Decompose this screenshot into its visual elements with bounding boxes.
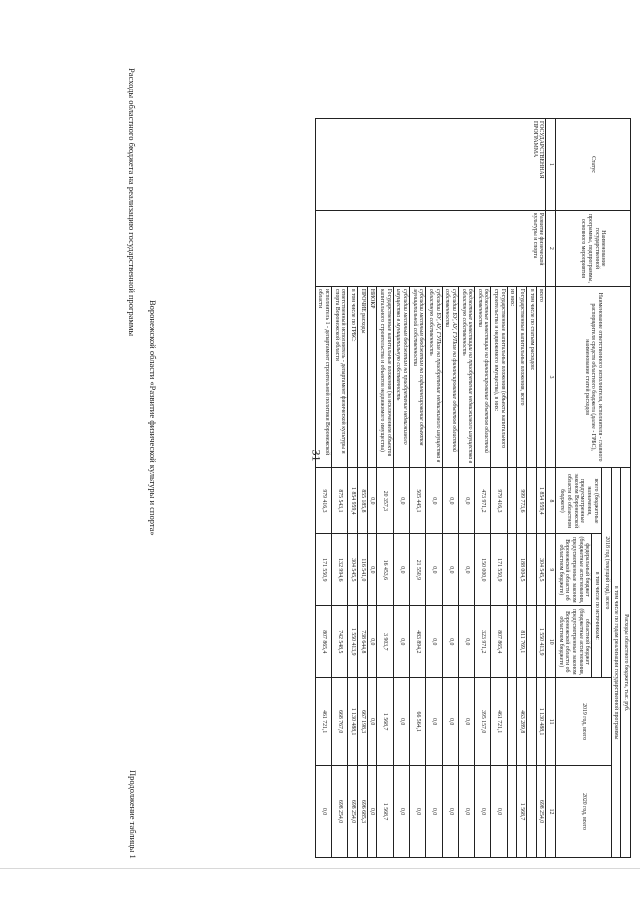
value-cell-v9: 0,0 (442, 534, 458, 606)
value-cell-v11: 0,0 (426, 678, 442, 766)
expense-label: субсидии БУ, АУ, ГУПам на финансирование объектов областной собственности (442, 286, 458, 468)
value-cell-v9: 132 994,6 (332, 534, 348, 606)
table-header (546, 119, 631, 858)
col-number: 8 (546, 468, 556, 534)
value-cell-v8 (507, 468, 517, 534)
value-cell-v9: 188 004,5 (517, 534, 527, 606)
value-cell-v12: 698 254,0 (332, 766, 348, 858)
value-cell-v8: 0,0 (393, 468, 409, 534)
value-cell-v8: 855 185,8 (358, 468, 368, 534)
value-cell-v11: 1 130 488,1 (536, 678, 546, 766)
column-numbers-row (546, 119, 556, 858)
value-cell-v11: 0,0 (442, 678, 458, 766)
header-col-regional: областной бюджет (бюджетные ассигнования, предусмотренные законом Воронежской области об областном бюджете) (556, 606, 592, 678)
expense-label: ПРОЧИЕ расходы (358, 286, 368, 468)
value-cell-v9: 0,0 (393, 534, 409, 606)
expense-label: из них: (507, 286, 517, 468)
expense-label: бюджетные инвестиции на финансирование объектов областной собственности (475, 286, 491, 468)
value-cell-v8: 0,0 (367, 468, 377, 534)
col-number: 11 (546, 678, 556, 766)
header-col-federal: федеральный бюджет (бюджетные ассигнования, предусмотренные законом Воронежской области об областном бюджете) (556, 534, 592, 606)
col-number: 10 (546, 606, 556, 678)
value-cell-v8: 0,0 (442, 468, 458, 534)
value-cell-v10: 0,0 (458, 606, 474, 678)
value-cell-v8: 1 854 959,4 (536, 468, 546, 534)
value-cell-v10: 3 903,7 (377, 606, 393, 678)
header-year-2019: 2019 год, всего (556, 678, 612, 766)
value-cell-v9 (527, 534, 537, 606)
value-cell-v10: 323 971,2 (475, 606, 491, 678)
expense-label: исполнитель 1 - департамент строительной политики Воронежской области (315, 286, 331, 468)
continuation-label: Продолжение таблицы 1 (128, 770, 138, 859)
value-cell-v12: 0,0 (458, 766, 474, 858)
value-cell-v11: 1 130 488,1 (348, 678, 358, 766)
value-cell-v8: 875 543,1 (332, 468, 348, 534)
value-cell-v12: 0,0 (409, 766, 425, 858)
col-number: 12 (546, 766, 556, 858)
value-cell-v10: 0,0 (442, 606, 458, 678)
expense-label: Государственные капитальные вложения, всего (517, 286, 527, 468)
value-cell-v8: 20 357,3 (377, 468, 393, 534)
value-cell-v12: 0,0 (367, 766, 377, 858)
value-cell-v11: 463 289,8 (517, 678, 527, 766)
header-year-2018: 2018 год (текущий год), всего (602, 468, 612, 678)
value-cell-v10: 742 548,5 (332, 606, 348, 678)
value-cell-v10: 807 865,4 (315, 606, 331, 678)
value-cell-v9: 16 453,6 (377, 534, 393, 606)
table-body (315, 119, 546, 858)
value-cell-v11: 0,0 (458, 678, 474, 766)
col-number: 2 (546, 210, 556, 286)
value-cell-v11: 668 767,0 (332, 678, 348, 766)
status-cell: ГОСУДАРСТВЕННАЯ ПРОГРАММА (315, 119, 546, 211)
value-cell-v10: 811 769,1 (517, 606, 527, 678)
value-cell-v9 (507, 534, 517, 606)
value-cell-v8: 473 971,2 (475, 468, 491, 534)
header-program-name: Наименование государственной программы, подпрограммы, основного мероприятия (556, 210, 631, 286)
value-cell-v12: 698 254,0 (536, 766, 546, 858)
value-cell-v11: 395 157,0 (475, 678, 491, 766)
scan-edge-line (0, 868, 640, 869)
value-cell-v12: 0,0 (491, 766, 507, 858)
value-cell-v10: 483 894,2 (409, 606, 425, 678)
expense-label: ответственный исполнитель - департамент физической культуры и спорта Воронежской области (332, 286, 348, 468)
expense-label: в том числе по статьям расходов: (527, 286, 537, 468)
value-cell-v12 (527, 766, 537, 858)
value-cell-v9: 0,0 (367, 534, 377, 606)
header-status: Статус (556, 119, 631, 211)
value-cell-v9: 0,0 (458, 534, 474, 606)
value-cell-v8: 999 773,6 (517, 468, 527, 534)
expense-label: субсидии местным бюджетам на приобретение недвижимого имущества в муниципальную собственность (393, 286, 409, 468)
value-cell-v10 (527, 606, 537, 678)
value-cell-v11: 0,0 (393, 678, 409, 766)
value-cell-v11: 1 568,7 (377, 678, 393, 766)
expense-label: субсидии БУ, АУ, ГУПам на приобретение недвижимого имущества в областную собственность (426, 286, 442, 468)
value-cell-v8: 0,0 (458, 468, 474, 534)
expense-label: НИОКР (367, 286, 377, 468)
value-cell-v9: 171 550,9 (315, 534, 331, 606)
value-cell-v10: 738 644,8 (358, 606, 368, 678)
value-cell-v11: 461 721,1 (491, 678, 507, 766)
value-cell-v11 (507, 678, 517, 766)
value-cell-v9: 171 550,9 (491, 534, 507, 606)
expense-label: бюджетные инвестиции на приобретение недвижимого имущества в областную собственность (458, 286, 474, 468)
value-cell-v9: 150 000,0 (475, 534, 491, 606)
value-cell-v12: 696 685,3 (358, 766, 368, 858)
header-year-2020: 2020 год, всего (556, 766, 612, 858)
value-cell-v11: 66 564,1 (409, 678, 425, 766)
header-by-sources: в том числе по источникам: (592, 534, 602, 678)
value-cell-v10: 0,0 (367, 606, 377, 678)
expense-label: всего (536, 286, 546, 468)
value-cell-v10: 807 865,4 (491, 606, 507, 678)
value-cell-v9: 304 545,5 (348, 534, 358, 606)
value-cell-v9: 116 541,0 (358, 534, 368, 606)
value-cell-v12: 0,0 (315, 766, 331, 858)
expense-label: Государственные капитальные вложения (объекты капитального строительства и недвижимого имущества), в них: (491, 286, 507, 468)
program-cell: Развитие физической культуры и спорта (315, 210, 546, 286)
col-number: 9 (546, 534, 556, 606)
value-cell-v10: 1 550 413,9 (348, 606, 358, 678)
header-executor: Наименование ответственного исполнителя, исполнителя - главного распорядителя средств областного бюджета (далее - ГРБС), наименование статей расходов (556, 286, 631, 468)
value-cell-v8: 979 416,3 (491, 468, 507, 534)
col-number: 1 (546, 119, 556, 211)
program-title: Воронежской области «Развитие физической культуры и спорта» (148, 300, 158, 536)
value-cell-v12: 0,0 (426, 766, 442, 858)
header-by-years: в том числе по годам реализации государственной программы (611, 468, 621, 858)
value-cell-v12: 1 568,7 (377, 766, 393, 858)
table-row (536, 119, 546, 858)
value-cell-v12: 0,0 (442, 766, 458, 858)
value-cell-v8: 505 445,1 (409, 468, 425, 534)
budget-table (315, 118, 631, 858)
value-cell-v10: 0,0 (426, 606, 442, 678)
value-cell-v11: 0,0 (367, 678, 377, 766)
header-expenses: Расходы областного бюджета, тыс. руб. (621, 468, 631, 858)
value-cell-v8: 1 854 959,4 (348, 468, 358, 534)
value-cell-v12: 1 568,7 (517, 766, 527, 858)
value-cell-v12: 698 254,0 (348, 766, 358, 858)
value-cell-v11: 461 721,1 (315, 678, 331, 766)
page-number: 31 (309, 449, 324, 462)
value-cell-v9: 304 545,5 (536, 534, 546, 606)
value-cell-v10: 0,0 (393, 606, 409, 678)
value-cell-v8: 979 416,3 (315, 468, 331, 534)
value-cell-v8 (527, 468, 537, 534)
value-cell-v8: 0,0 (426, 468, 442, 534)
expense-label: в том числе по ГРБС: (348, 286, 358, 468)
value-cell-v10: 1 550 413,9 (536, 606, 546, 678)
expense-label: субсидии местным бюджетам на софинансирование объектов муниципальной собственности (409, 286, 425, 468)
expense-label: Государственные капитальные вложения (за исключением объектов капитального строительства и объектов недвижимого имущества) (377, 286, 393, 468)
value-cell-v12 (507, 766, 517, 858)
col-number: 3 (546, 286, 556, 468)
value-cell-v10 (507, 606, 517, 678)
value-cell-v11: 667 198,3 (358, 678, 368, 766)
value-cell-v9: 21 550,9 (409, 534, 425, 606)
value-cell-v11 (527, 678, 537, 766)
value-cell-v12: 0,0 (393, 766, 409, 858)
value-cell-v9: 0,0 (426, 534, 442, 606)
main-title: Расходы областного бюджета на реализацию государственной программы (127, 68, 137, 337)
value-cell-v12: 0,0 (475, 766, 491, 858)
header-col-total: всего (бюджетные назначения, предусмотренные законом Воронежской области об областном бюджете) (556, 468, 602, 534)
